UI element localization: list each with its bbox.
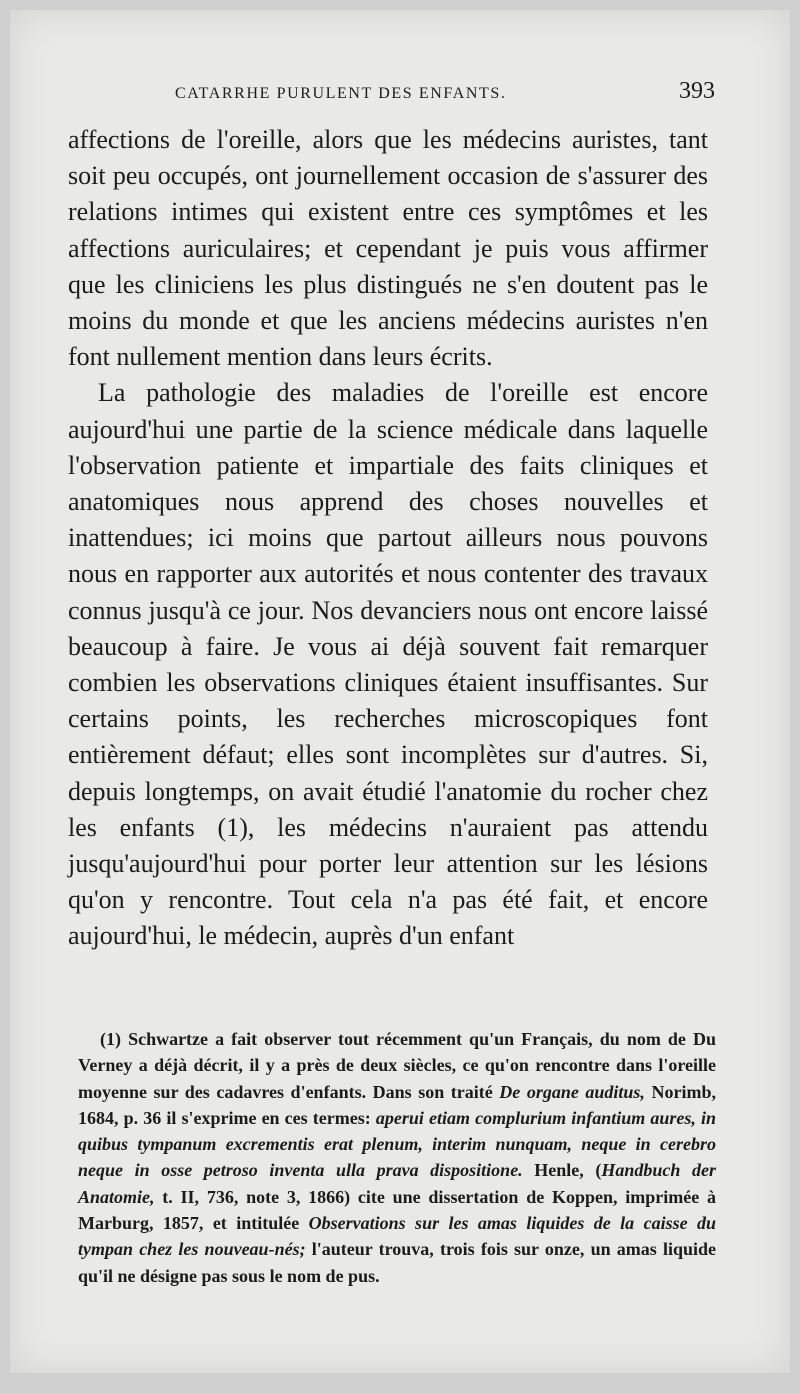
footnote-latin-quote: aperui etiam complurium infantium aures, in quibus tympanum excrementis erat plenum, interim nunquam, neque in cerebro neque in osse petroso inventa ulla prava dispositione. bbox=[78, 1107, 716, 1181]
footnote-run: Henle, ( bbox=[522, 1160, 602, 1181]
footnote-run: (1) Schwartze a fait observer tout récemment qu'un Français, du nom de Du Verney a déjà décrit, il y a près de deux siècles, ce qu'on rencontre dans l'oreille moyenne sur des cadavres d'enfants. Dans son traité bbox=[78, 1029, 716, 1102]
running-head-title: CATARRHE PURULENT DES ENFANTS. bbox=[175, 85, 507, 102]
book-page bbox=[10, 10, 790, 1373]
footnote-text bbox=[78, 1026, 716, 1289]
body-text bbox=[68, 122, 708, 955]
footnote-italic-title: De organe auditus, bbox=[499, 1081, 645, 1102]
page-number: 393 bbox=[679, 78, 715, 104]
footnote-run: Norimb, 1684, p. 36 il s'exprime en ces termes: bbox=[78, 1081, 716, 1128]
footnote bbox=[78, 1026, 716, 1289]
footnote-run: l'auteur trouva, trois fois sur onze, un amas liquide qu'il ne désigne pas sous le nom de pus. bbox=[78, 1239, 717, 1286]
paragraph-pathologie: La pathologie des maladies de l'oreille est encore aujourd'hui une partie de la science médicale dans laquelle l'observation patiente et impartiale des faits cliniques et anatomiques nous apprend des choses nouvelles et inattendues; ici moins que partout ailleurs nous pouvons nous en rapporter aux autorités et nous contenter des travaux connus jusqu'à ce jour. Nos devanciers nous ont encore laissé beaucoup à faire. Je vous ai déjà souvent fait remarquer combien les observations cliniques étaient insuffisantes. Sur certains points, les recherches microscopiques font entièrement défaut; elles sont incomplètes sur d'autres. Si, depuis longtemps, on avait étudié l'anatomie du rocher chez les enfants (1), les médecins n'auraient pas attendu jusqu'aujourd'hui pour porter leur attention sur les lésions qu'on y rencontre. Tout cela n'a pas été fait, et encore aujourd'hui, le médecin, auprès d'un enfant bbox=[68, 378, 708, 951]
footnote-run: t. II, 736, note 3, 1866) cite une dissertation de Koppen, imprimée à Marburg, 1857, et intitulée bbox=[78, 1186, 716, 1234]
footnote-italic-title: Observations sur les amas liquides de la caisse du tympan chez les nouveau-nés; bbox=[78, 1213, 716, 1260]
running-head bbox=[175, 78, 715, 105]
footnote-italic-title: Handbuch der Anatomie, bbox=[78, 1160, 716, 1207]
paragraph-continued: affections de l'oreille, alors que les médecins auristes, tant soit peu occupés, ont journellement occasion de s'assurer des relations intimes qui existent entre ces symptômes et les affections auriculaires; et cependant je puis vous affirmer que les cliniciens les plus distingués ne s'en doutent pas le moins du monde et que les anciens médecins auristes n'en font nullement mention dans leurs écrits. bbox=[68, 125, 708, 372]
